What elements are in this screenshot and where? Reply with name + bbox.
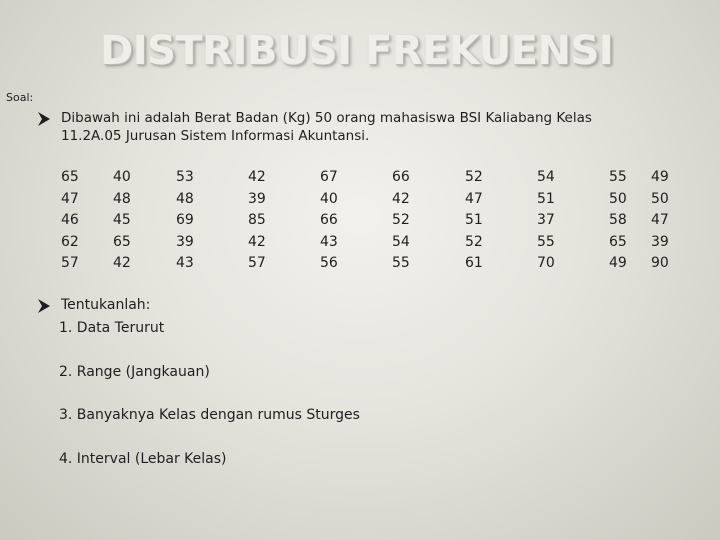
data-cell: 50 xyxy=(609,190,627,207)
task-item-4: 4. Interval (Lebar Kelas) xyxy=(59,451,227,467)
data-cell: 67 xyxy=(320,169,338,185)
data-cell: 57 xyxy=(61,255,79,271)
data-cell: 37 xyxy=(537,212,555,228)
data-cell: 39 xyxy=(651,233,669,250)
data-cell: 47 xyxy=(61,190,79,207)
data-cell: 49 xyxy=(609,255,627,271)
arrow-bullet-icon xyxy=(36,298,52,314)
data-cell: 45 xyxy=(113,212,131,228)
data-cell: 55 xyxy=(392,255,410,271)
data-cell: 70 xyxy=(537,255,555,271)
data-cell: 53 xyxy=(176,169,194,185)
data-cell: 58 xyxy=(609,212,627,228)
data-column-9 xyxy=(609,167,643,275)
problem-line-1: Dibawah ini adalah Berat Badan (Kg) 50 orang mahasiswa BSI Kaliabang Kelas xyxy=(61,110,592,126)
data-cell: 47 xyxy=(651,212,669,228)
data-column-7 xyxy=(465,167,499,275)
data-cell: 47 xyxy=(465,190,483,207)
data-cell: 40 xyxy=(113,169,131,185)
data-cell: 42 xyxy=(392,190,410,207)
problem-line-2: 11.2A.05 Jurusan Sistem Informasi Akuntansi. xyxy=(61,128,370,144)
data-cell: 65 xyxy=(113,233,131,250)
tasks-heading: Tentukanlah: xyxy=(61,297,151,313)
data-column-10 xyxy=(651,167,685,275)
data-cell: 39 xyxy=(248,190,266,207)
data-cell: 65 xyxy=(609,233,627,250)
data-column-1 xyxy=(61,167,95,275)
data-cell: 54 xyxy=(537,169,555,185)
task-item-2: 2. Range (Jangkauan) xyxy=(59,364,210,380)
data-cell: 54 xyxy=(392,233,410,250)
task-item-3: 3. Banyaknya Kelas dengan rumus Sturges xyxy=(59,407,360,423)
data-cell: 85 xyxy=(248,212,266,228)
task-item-1: 1. Data Terurut xyxy=(59,320,165,336)
data-cell: 56 xyxy=(320,255,338,271)
weight-data-table xyxy=(0,167,720,277)
data-column-4 xyxy=(248,167,282,275)
data-cell: 55 xyxy=(537,233,555,250)
data-cell: 52 xyxy=(392,212,410,228)
soal-label: Soal: xyxy=(6,91,34,104)
data-column-6 xyxy=(392,167,426,275)
data-cell: 42 xyxy=(113,255,131,271)
slide-title: DISTRIBUSI FREKUENSI xyxy=(100,28,614,74)
data-cell: 55 xyxy=(609,169,627,185)
data-cell: 90 xyxy=(651,255,669,271)
data-cell: 61 xyxy=(465,255,483,271)
data-column-2 xyxy=(113,167,147,275)
data-cell: 46 xyxy=(61,212,79,228)
data-column-3 xyxy=(176,167,210,275)
data-cell: 69 xyxy=(176,212,194,228)
data-cell: 48 xyxy=(113,190,131,207)
data-cell: 50 xyxy=(651,190,669,207)
data-cell: 43 xyxy=(176,255,194,271)
data-cell: 62 xyxy=(61,233,79,250)
data-cell: 39 xyxy=(176,233,194,250)
data-cell: 51 xyxy=(465,212,483,228)
problem-statement xyxy=(61,109,681,145)
data-cell: 52 xyxy=(465,233,483,250)
data-cell: 42 xyxy=(248,169,266,185)
arrow-bullet-icon xyxy=(36,111,52,127)
data-cell: 66 xyxy=(320,212,338,228)
data-cell: 52 xyxy=(465,169,483,185)
data-cell: 51 xyxy=(537,190,555,207)
data-column-5 xyxy=(320,167,354,275)
data-cell: 66 xyxy=(392,169,410,185)
data-cell: 57 xyxy=(248,255,266,271)
data-cell: 42 xyxy=(248,233,266,250)
data-column-8 xyxy=(537,167,571,275)
data-cell: 40 xyxy=(320,190,338,207)
data-cell: 48 xyxy=(176,190,194,207)
data-cell: 49 xyxy=(651,169,669,185)
data-cell: 43 xyxy=(320,233,338,250)
data-cell: 65 xyxy=(61,169,79,185)
